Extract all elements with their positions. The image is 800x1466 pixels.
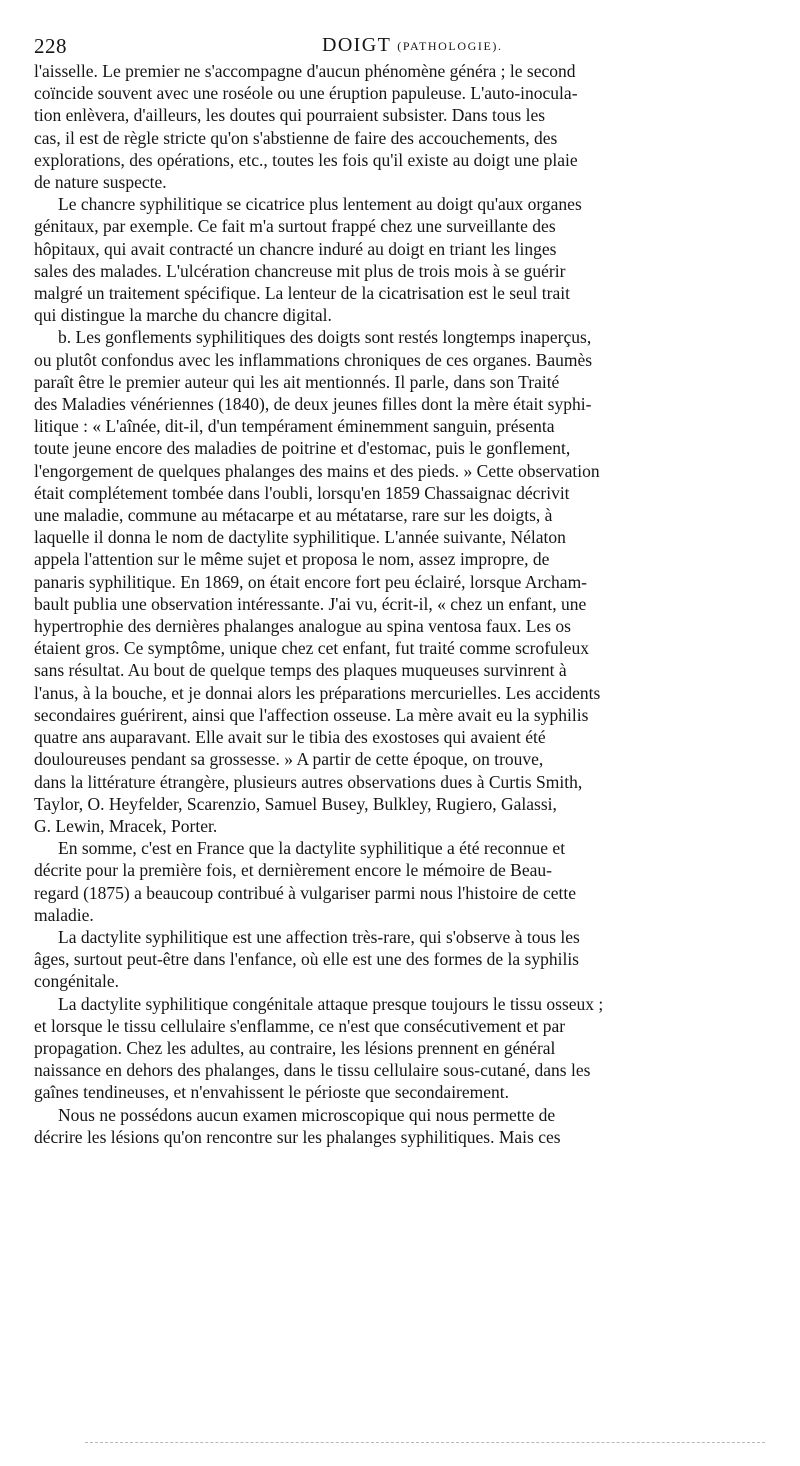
text-line: l'engorgement de quelques phalanges des mains et des pieds. » Cette observation [34, 460, 600, 481]
text-line: Nous ne possédons aucun examen microscopique qui nous permette de [58, 1104, 556, 1125]
running-title-word: DOIGT [322, 34, 391, 56]
text-line: bault publia une observation intéressante. J'ai vu, écrit-il, « chez un enfant, une [34, 593, 587, 614]
text-line: maladie. [34, 904, 94, 925]
paragraph [34, 193, 767, 326]
text-line: âges, surtout peut-être dans l'enfance, où elle est une des formes de la syphilis [34, 949, 579, 970]
text-line: l'aisselle. Le premier ne s'accompagne d'aucun phénomène généra ; le second [34, 61, 576, 81]
text-line: toute jeune encore des maladies de poitrine et d'estomac, puis le gonflement, [34, 438, 571, 459]
page-number: 228 [34, 34, 67, 58]
text-line: cas, il est de règle stricte qu'on s'abstienne de faire des accouchements, des [34, 127, 558, 148]
running-header [34, 34, 764, 58]
text-line: décrite pour la première fois, et dernièrement encore le mémoire de Beau- [34, 860, 552, 881]
text-line: et lorsque le tissu cellulaire s'enflamme, ce n'est que consécutivement et par [34, 1015, 566, 1036]
text-line: b. Les gonflements syphilitiques des doigts sont restés longtemps inaperçus, [58, 327, 592, 348]
text-line: La dactylite syphilitique congénitale attaque presque toujours le tissu osseux ; [58, 993, 604, 1014]
text-line: propagation. Chez les adultes, au contraire, les lésions prennent en général [34, 1037, 556, 1058]
text-line: laquelle il donna le nom de dactylite syphilitique. L'année suivante, Nélaton [34, 527, 566, 548]
text-line: hôpitaux, qui avait contracté un chancre induré au doigt en triant les linges [34, 238, 557, 259]
text-line: tion enlèvera, d'ailleurs, les doutes qui pourraient subsister. Dans tous les [34, 105, 546, 126]
paragraph [34, 326, 767, 837]
text-line: panaris syphilitique. En 1869, on était encore fort peu éclairé, lorsque Archam- [34, 571, 588, 592]
text-line: sales des malades. L'ulcération chancreuse mit plus de trois mois à se guérir [34, 260, 566, 281]
running-title-subject: (PATHOLOGIE). [397, 39, 503, 53]
text-line: Taylor, O. Heyfelder, Scarenzio, Samuel Busey, Bulkley, Rugiero, Galassi, [34, 793, 557, 814]
text-line: regard (1875) a beaucoup contribué à vulgariser parmi nous l'histoire de cette [34, 882, 577, 903]
text-line: Le chancre syphilitique se cicatrice plus lentement au doigt qu'aux organes [58, 194, 582, 215]
paragraph [34, 60, 767, 193]
text-line: dans la littérature étrangère, plusieurs autres observations dues à Curtis Smith, [34, 771, 583, 792]
text-line: gaînes tendineuses, et n'envahissent le périoste que secondairement. [34, 1082, 510, 1103]
paragraph [34, 926, 767, 993]
text-line: explorations, des opérations, etc., toutes les fois qu'il existe au doigt une plaie [34, 149, 578, 170]
body-text [34, 60, 767, 1148]
text-line: qui distingue la marche du chancre digital. [34, 305, 332, 326]
text-line: coïncide souvent avec une roséole ou une éruption papuleuse. L'auto-inocula- [34, 83, 578, 104]
text-line: hypertrophie des dernières phalanges analogue au spina ventosa faux. Les os [34, 616, 571, 637]
running-title [322, 34, 503, 57]
text-line: douloureuses pendant sa grossesse. » A partir de cette époque, on trouve, [34, 749, 544, 770]
text-line: de nature suspecte. [34, 172, 167, 193]
text-line: La dactylite syphilitique est une affection très-rare, qui s'observe à tous les [58, 926, 580, 947]
text-line: des Maladies vénériennes (1840), de deux jeunes filles dont la mère était syphi- [34, 394, 592, 415]
text-line: naissance en dehors des phalanges, dans le tissu cellulaire sous-cutané, dans les [34, 1060, 591, 1081]
text-line: quatre ans auparavant. Elle avait sur le tibia des exostoses qui avaient été [34, 727, 546, 748]
text-line: étaient gros. Ce symptôme, unique chez cet enfant, fut traité comme scrofuleux [34, 638, 589, 659]
text-line: sans résultat. Au bout de quelque temps des plaques muqueuses survinrent à [34, 660, 567, 681]
text-line: une maladie, commune au métacarpe et au métatarse, rare sur les doigts, à [34, 505, 553, 526]
text-line: En somme, c'est en France que la dactylite syphilitique a été reconnue et [58, 838, 566, 859]
paragraph [34, 837, 767, 926]
text-line: paraît être le premier auteur qui les ait mentionnés. Il parle, dans son Traité [34, 371, 560, 392]
text-line: secondaires guérirent, ainsi que l'affection osseuse. La mère avait eu la syphilis [34, 704, 589, 725]
text-line: décrire les lésions qu'on rencontre sur les phalanges syphilitiques. Mais ces [34, 1126, 561, 1147]
text-line: congénitale. [34, 971, 120, 992]
text-line: était complétement tombée dans l'oubli, lorsqu'en 1859 Chassaignac décrivit [34, 482, 570, 503]
text-line: G. Lewin, Mracek, Porter. [34, 815, 218, 836]
text-line: ou plutôt confondus avec les inflammations chroniques de ces organes. Baumès [34, 349, 593, 370]
footer-rule [85, 1442, 765, 1443]
text-line: malgré un traitement spécifique. La lenteur de la cicatrisation est le seul trait [34, 283, 570, 304]
text-line: appela l'attention sur le même sujet et proposa le nom, assez impropre, de [34, 549, 550, 570]
paragraph [34, 1104, 767, 1148]
text-line: litique : « L'aînée, dit-il, d'un tempérament éminemment sanguin, présenta [34, 416, 555, 437]
paragraph [34, 993, 767, 1104]
text-line: l'anus, à la bouche, et je donnai alors les préparations mercurielles. Les accidents [34, 682, 601, 703]
text-line: génitaux, par exemple. Ce fait m'a surtout frappé chez une surveillante des [34, 216, 556, 237]
